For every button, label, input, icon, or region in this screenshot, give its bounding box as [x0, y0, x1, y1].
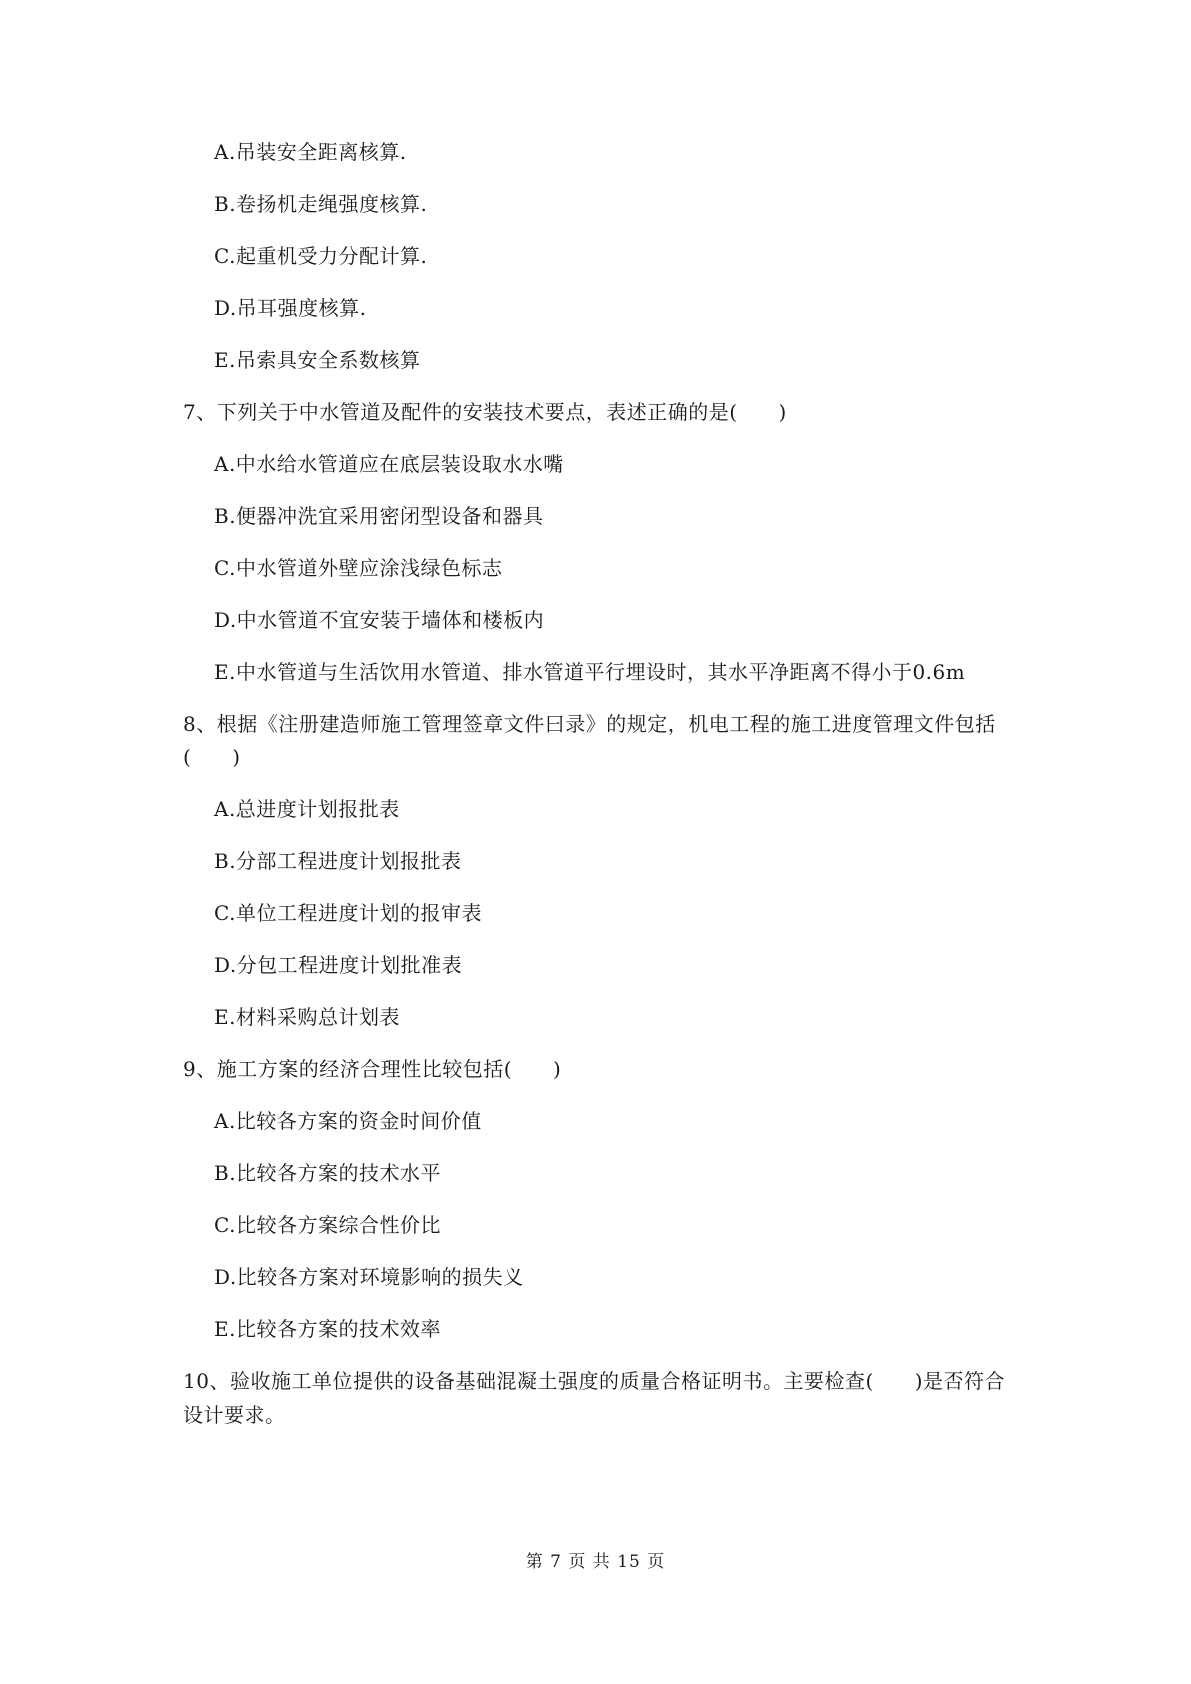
q6-option-e: E.吊索具安全系数核算 — [214, 348, 421, 372]
q8-option-a: A.总进度计划报批表 — [214, 797, 400, 821]
q7-option-b: B.便器冲洗宜采用密闭型设备和器具 — [214, 504, 544, 528]
q9-option-e: E.比较各方案的技术效率 — [214, 1317, 441, 1341]
q6-option-d: D.吊耳强度核算. — [214, 296, 367, 320]
q8-option-d: D.分包工程进度计划批准表 — [214, 953, 463, 977]
q9-option-a: A.比较各方案的资金时间价值 — [214, 1109, 482, 1133]
q8-stem-line2: ( ) — [183, 745, 241, 769]
q8-option-b: B.分部工程进度计划报批表 — [214, 849, 462, 873]
q7-option-a: A.中水给水管道应在底层装设取水水嘴 — [214, 452, 564, 476]
q9-stem: 9、施工方案的经济合理性比较包括( ) — [183, 1057, 562, 1081]
q8-option-e: E.材料采购总计划表 — [214, 1005, 400, 1029]
q7-option-d: D.中水管道不宜安装于墙体和楼板内 — [214, 608, 545, 632]
q6-option-c: C.起重机受力分配计算. — [214, 244, 428, 268]
q10-stem-line1: 10、验收施工单位提供的设备基础混凝土强度的质量合格证明书。主要检查( )是否符合 — [183, 1369, 1006, 1393]
q7-stem: 7、下列关于中水管道及配件的安装技术要点，表述正确的是( ) — [183, 400, 787, 424]
q9-option-b: B.比较各方案的技术水平 — [214, 1161, 442, 1185]
q9-option-c: C.比较各方案综合性价比 — [214, 1213, 441, 1237]
q8-stem-line1: 8、根据《注册建造师施工管理签章文件曰录》的规定，机电工程的施工进度管理文件包括 — [183, 712, 996, 736]
q7-option-c: C.中水管道外壁应涂浅绿色标志 — [214, 556, 503, 580]
page-number-footer: 第 7 页 共 15 页 — [525, 1552, 666, 1572]
q6-option-a: A.吊装安全距离核算. — [214, 140, 407, 164]
q10-stem-line2: 设计要求。 — [183, 1403, 286, 1427]
q8-option-c: C.单位工程进度计划的报审表 — [214, 901, 482, 925]
q9-option-d: D.比较各方案对环境影响的损失义 — [214, 1265, 524, 1289]
q7-option-e: E.中水管道与生活饮用水管道、排水管道平行埋设时，其水平净距离不得小于0.6m — [214, 660, 966, 684]
q6-option-b: B.卷扬机走绳强度核算. — [214, 192, 428, 216]
